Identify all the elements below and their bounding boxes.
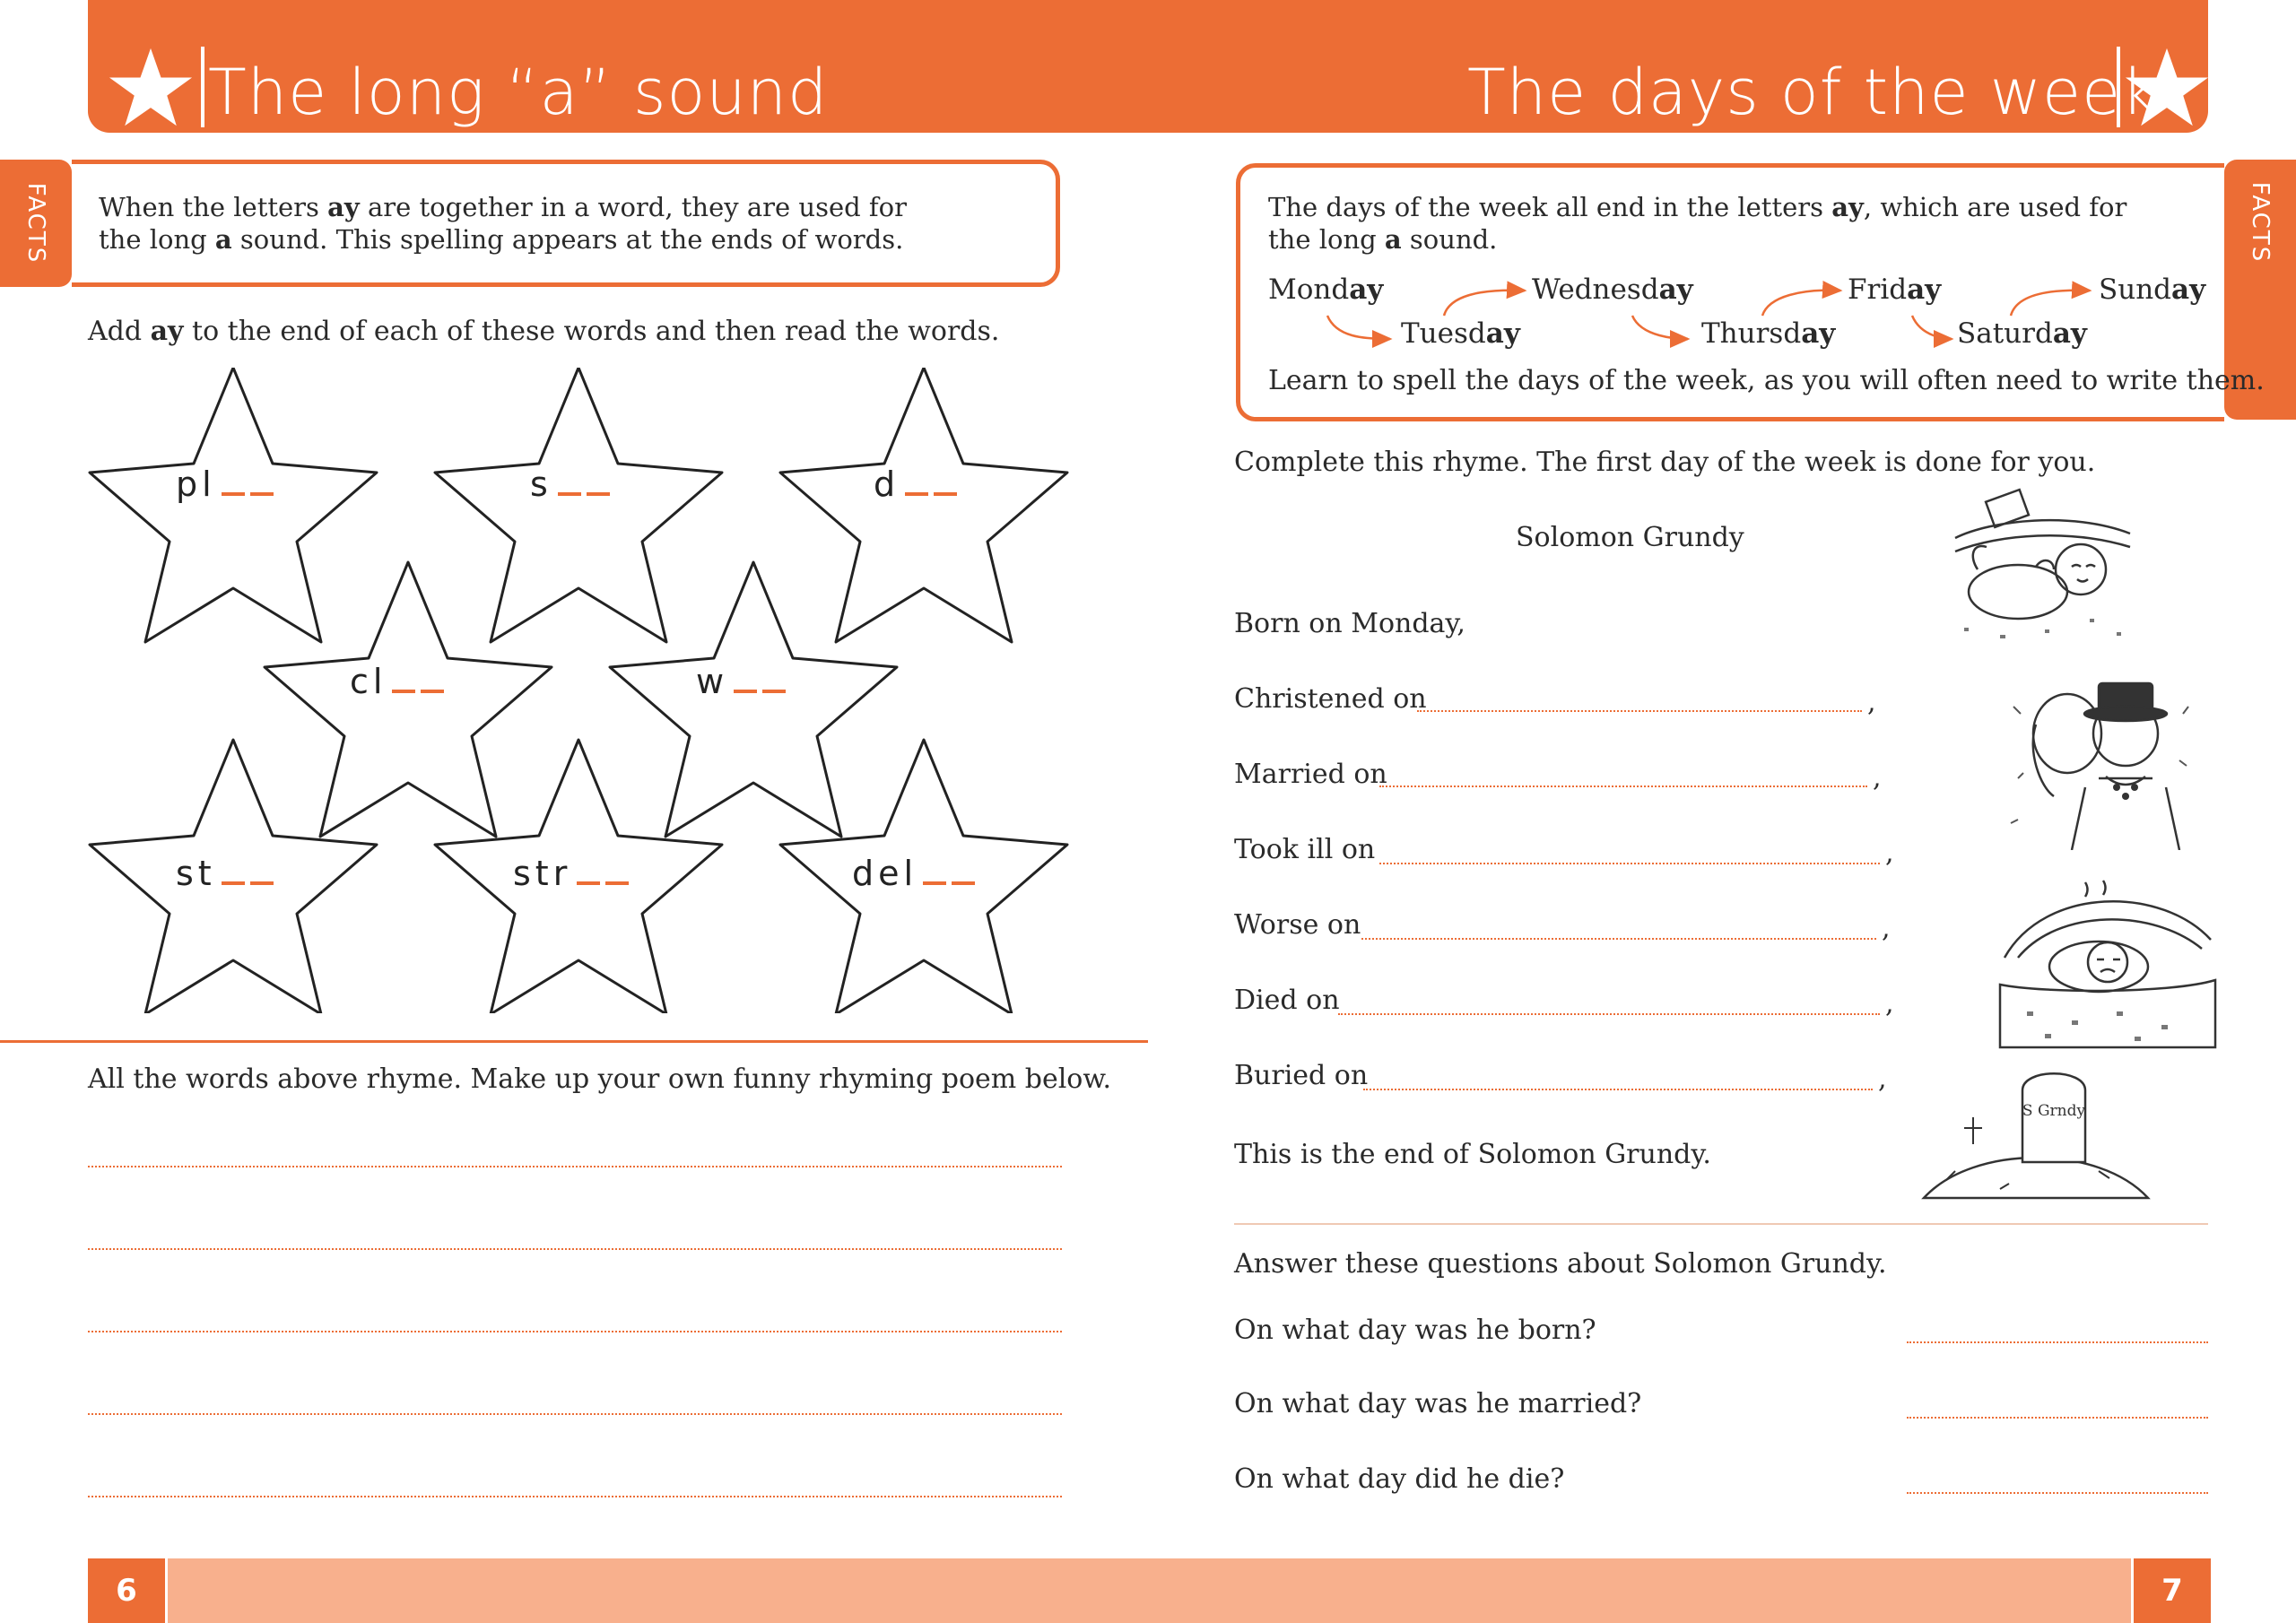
comma: , [1882, 913, 1891, 944]
arrow-thu-fri [1762, 291, 1840, 316]
footer-bar [88, 1558, 2208, 1623]
question-born: On what day was he born? [1234, 1315, 1596, 1346]
page-number-left: 6 [88, 1558, 168, 1623]
star-word-cl[interactable]: cl [350, 662, 444, 701]
facts-tab-label: FACTS [22, 182, 49, 265]
poem-instruction: All the words above rhyme. Make up your own funny rhyming poem below. [88, 1063, 1112, 1095]
star-word-st[interactable]: st [176, 854, 274, 893]
poem-line[interactable] [88, 1413, 1062, 1415]
question-married: On what day was he married? [1234, 1388, 1642, 1419]
star-icon [108, 45, 194, 131]
arrow-tue-wed [1444, 291, 1525, 316]
answer-line-took-ill[interactable] [1379, 863, 1880, 864]
question-died: On what day did he die? [1234, 1463, 1565, 1495]
answer-line-buried[interactable] [1363, 1089, 1873, 1090]
answer-line-christened[interactable] [1417, 710, 1862, 712]
poem-line[interactable] [88, 1331, 1062, 1332]
days-facts-line-1: The days of the week all end in the letters ay, which are used for [1268, 192, 2127, 222]
star-word-w[interactable]: w [696, 662, 786, 701]
star-word-str[interactable]: str [513, 854, 629, 893]
star-shape [780, 368, 1067, 642]
answer-line-married[interactable] [1379, 785, 1867, 787]
rhyme-title: Solomon Grundy [1516, 522, 1744, 553]
star-word-del[interactable]: del [852, 854, 975, 893]
star-word-d[interactable]: d [874, 464, 957, 504]
tombstone-text: S Grndy [2022, 1102, 2086, 1120]
poem-line[interactable] [88, 1166, 1062, 1167]
facts-tab-left [0, 160, 72, 287]
sick-bed-illustration [1991, 877, 2224, 1056]
left-page-title: The long “a” sound [208, 56, 829, 129]
arrow-mon-tue [1327, 316, 1390, 339]
day-sunday: Sunday [2099, 273, 2206, 306]
comma: , [1885, 838, 1894, 869]
arrow-wed-thu [1632, 316, 1688, 339]
star-word-s[interactable]: s [530, 464, 610, 504]
rhyme-end: This is the end of Solomon Grundy. [1234, 1139, 1711, 1170]
poem-line[interactable] [88, 1496, 1062, 1497]
facts-tab-label: FACTS [2247, 181, 2274, 264]
star-shape [90, 368, 377, 642]
star-instruction: Add ay to the end of each of these words and then read the words. [88, 316, 1000, 347]
learn-line: Learn to spell the days of the week, as you will often need to write them. [1268, 365, 2265, 396]
rhyme-line-took-ill: Took ill on [1234, 834, 1376, 865]
days-facts-line-2: the long a sound. [1268, 224, 1498, 255]
day-tuesday: Tuesday [1401, 317, 1520, 350]
comma: , [1885, 988, 1894, 1020]
day-friday: Friday [1848, 273, 1942, 306]
poem-line[interactable] [88, 1248, 1062, 1250]
comma: , [1867, 687, 1876, 718]
star-word-pl[interactable]: pl [176, 464, 274, 504]
facts-line-2: the long a sound. This spelling appears at the ends of words. [99, 224, 904, 255]
rhyme-line-married: Married on [1234, 759, 1387, 790]
answer-line-died[interactable] [1338, 1013, 1880, 1015]
arrow-sat-sun [2011, 291, 2090, 316]
rhyme-line-worse: Worse on [1234, 909, 1361, 941]
rhyme-line-buried: Buried on [1234, 1060, 1369, 1091]
day-monday: Monday [1268, 273, 1384, 306]
answer-born[interactable] [1907, 1341, 2208, 1343]
answer-married[interactable] [1907, 1417, 2208, 1419]
wedding-illustration [2000, 671, 2206, 850]
day-wednesday: Wednesday [1532, 273, 1693, 306]
title-divider [201, 47, 204, 127]
section-divider-right [1234, 1223, 2208, 1225]
rhyme-line-born: Born on Monday, [1234, 608, 1465, 639]
baby-illustration [1937, 484, 2144, 646]
rhyme-line-died: Died on [1234, 985, 1340, 1016]
section-divider [0, 1040, 1148, 1043]
arrow-fri-sat [1912, 316, 1952, 339]
facts-line-1: When the letters ay are together in a word, they are used for [99, 192, 907, 222]
rhyme-line-christened: Christened on [1234, 683, 1427, 715]
right-page-title: The days of the week [1467, 56, 2159, 129]
day-saturday: Saturday [1957, 317, 2087, 350]
gravestone-illustration [1919, 1063, 2152, 1216]
rhyme-instruction: Complete this rhyme. The first day of the week is done for you. [1234, 447, 2096, 478]
comma: , [1878, 1063, 1887, 1095]
page-number-right: 7 [2131, 1558, 2211, 1623]
star-shape [435, 368, 722, 642]
day-arrows [1238, 269, 2224, 359]
comma: , [1873, 762, 1882, 794]
answer-died[interactable] [1907, 1492, 2208, 1494]
answer-line-worse[interactable] [1361, 938, 1876, 940]
questions-instruction: Answer these questions about Solomon Grundy. [1234, 1248, 1887, 1280]
day-thursday: Thursday [1701, 317, 1836, 350]
